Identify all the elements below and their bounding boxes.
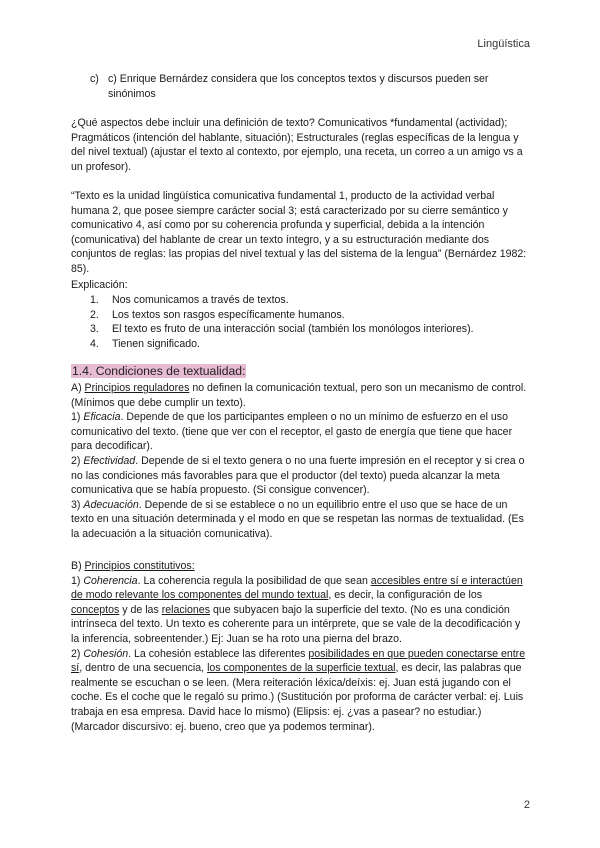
section-a bbox=[71, 381, 531, 542]
section-a-title: Principios reguladores bbox=[84, 382, 190, 394]
section-b-intro: B) Principios constitutivos: bbox=[71, 560, 195, 572]
section-a-intro: A) Principios reguladores no definen la comunicación textual, pero son un mecanismo de control. (Mínimos que debe cumplir un texto). bbox=[71, 382, 527, 409]
section-a-item-eficacia: 1) Eficacia. Depende de que los participantes empleen o no un mínimo de esfuerzo en el uso comunicativo del texto. (tiene que ver con el receptor, el gasto de energía que tiene que hacer para decodificar). bbox=[71, 411, 513, 453]
paragraph-question: ¿Qué aspectos debe incluir una definición de texto? Comunicativos *fundamental (actividad); Pragmáticos (intención del hablante, situación); Estructurales (reglas específicas de la lengua y del nivel textual) (ajustar el texto al contexto, por ejemplo, una receta, un correo a un amigo vs a un profesor). bbox=[71, 117, 523, 173]
section-b bbox=[71, 559, 531, 734]
section-b-item-cohesion: 2) Cohesión. La cohesión establece las diferentes posibilidades en que pueden conectarse entre sí, dentro de una secuencia, los componentes de la superficie textual, es decir, las palabras que realmente se escuchan o se leen. (Mera reiteración léxica/deíxis: ej. Juan está jugando con el coche. Es el coche que le regaló su primo.) (Sustitución por proforma de carácter verbal: ej. Luis trabaja en esa empresa. David hace lo mismo) (Elipsis: ej. ¿vas a pasear? no estudiar.) (Marcador discursivo: ej. bueno, creo que ya podemos terminar). bbox=[71, 647, 526, 733]
section-a-item-efectividad: 2) Efectividad. Depende de si el texto genera o no una fuerte impresión en el receptor y si crea o no las condiciones más favorables para que el productor (del texto) pueda alcanzar la meta comunicativa que se había propuesto. (Si consigue convencer). bbox=[71, 454, 525, 497]
section-heading-wrap bbox=[71, 364, 531, 380]
list-item-text: c) Enrique Bernárdez considera que los conceptos textos y discursos pueden ser sinónimos bbox=[108, 73, 489, 100]
page-header-title: Lingüística bbox=[477, 38, 530, 50]
paragraph-quote: “Texto es la unidad lingüística comunicativa fundamental 1, producto de la actividad verbal humana 2, que posee siempre carácter social 3; está caracterizado por su cierre semántico y comunicativo 4, así como por su coherencia profunda y superficial, debida a la intención (comunicativa) del hablante de crear un texto íntegro, y a su estructuración mediante dos conjuntos de reglas: las propias del nivel textual y las del sistema de la lengua” (Bernárdez 1982: 85). bbox=[71, 190, 527, 275]
list-item-label: c) bbox=[90, 73, 99, 85]
explicacion-label: Explicación: bbox=[71, 279, 128, 291]
section-b-title: Principios constitutivos: bbox=[84, 560, 195, 572]
list-item: 4. Tienen significado. bbox=[90, 337, 200, 350]
section-b-item-coherencia: 1) Coherencia. La coherencia regula la posibilidad de que sean accesibles entre sí e interactúen de modo relevante los componentes del mundo textual, es decir, la configuración de los conceptos y de las relaciones que subyacen bajo la superficie del texto. (No es una condición intrínseca del texto. Un texto es coherente para un intérprete, que se vale de la decodificación y la inferencia, sobreentender.) Ej: Juan se ha roto una pierna del brazo. bbox=[71, 574, 523, 645]
page-number: 2 bbox=[523, 799, 530, 811]
section-heading: 1.4. Condiciones de textualidad: bbox=[72, 364, 246, 378]
section-a-item-adecuacion: 3) Adecuación. Depende de si se establece o no un equilibrio entre el uso que se hace de un texto en una situación determinada y el modo en que se respetan las normas de textualidad. (Es la adecuación a la situación comunicativa). bbox=[71, 498, 524, 540]
list-item: 3. El texto es fruto de una interacción social (también los monólogos interiores). bbox=[90, 323, 474, 336]
list-item: 2. Los textos son rasgos específicamente humanos. bbox=[90, 308, 345, 321]
list-item: 1. Nos comunicamos a través de textos. bbox=[90, 294, 289, 306]
explicacion-list bbox=[90, 293, 530, 351]
